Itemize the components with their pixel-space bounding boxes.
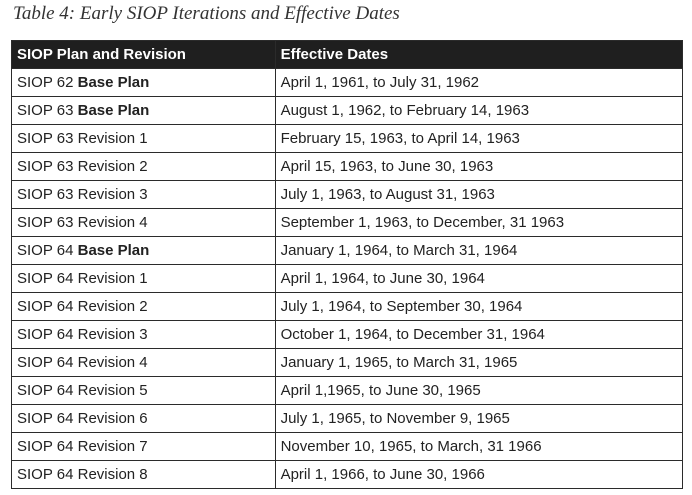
table-header-row — [12, 41, 683, 69]
revision-label: Revision 1 — [77, 130, 148, 147]
plan-revision-cell — [12, 461, 276, 489]
table-row — [12, 209, 683, 237]
plan-revision-cell — [12, 433, 276, 461]
plan-revision-cell — [12, 321, 276, 349]
effective-dates-cell: July 1, 1964, to September 30, 1964 — [275, 293, 682, 321]
revision-label: Revision 3 — [77, 186, 148, 203]
revision-label: Revision 3 — [77, 326, 148, 343]
plan-name: SIOP 63 — [17, 186, 74, 203]
revision-label: Revision 4 — [77, 214, 148, 231]
plan-revision-cell — [12, 209, 276, 237]
table-row — [12, 125, 683, 153]
table-row — [12, 349, 683, 377]
effective-dates-cell: July 1, 1965, to November 9, 1965 — [275, 405, 682, 433]
plan-revision-cell — [12, 181, 276, 209]
plan-revision-cell — [12, 405, 276, 433]
effective-dates-cell: November 10, 1965, to March, 31 1966 — [275, 433, 682, 461]
effective-dates-cell: April 1,1965, to June 30, 1965 — [275, 377, 682, 405]
header-plan-revision: SIOP Plan and Revision — [12, 41, 276, 69]
plan-revision-cell — [12, 97, 276, 125]
plan-name: SIOP 64 — [17, 298, 74, 315]
revision-label: Base Plan — [77, 242, 150, 259]
plan-name: SIOP 64 — [17, 438, 74, 455]
plan-name: SIOP 64 — [17, 326, 74, 343]
revision-label: Revision 8 — [77, 466, 148, 483]
plan-name: SIOP 64 — [17, 270, 74, 287]
plan-name: SIOP 64 — [17, 410, 74, 427]
plan-revision-cell — [12, 265, 276, 293]
effective-dates-cell: April 1, 1964, to June 30, 1964 — [275, 265, 682, 293]
revision-label: Revision 1 — [77, 270, 148, 287]
table-row — [12, 293, 683, 321]
revision-label: Revision 5 — [77, 382, 148, 399]
revision-label: Base Plan — [77, 74, 150, 91]
table-row — [12, 321, 683, 349]
revision-label: Base Plan — [77, 102, 150, 119]
effective-dates-cell: January 1, 1965, to March 31, 1965 — [275, 349, 682, 377]
siop-table — [11, 40, 683, 489]
table-row — [12, 97, 683, 125]
plan-name: SIOP 64 — [17, 354, 74, 371]
effective-dates-cell: August 1, 1962, to February 14, 1963 — [275, 97, 682, 125]
plan-revision-cell — [12, 237, 276, 265]
effective-dates-cell: February 15, 1963, to April 14, 1963 — [275, 125, 682, 153]
plan-revision-cell — [12, 69, 276, 97]
effective-dates-cell: April 1, 1966, to June 30, 1966 — [275, 461, 682, 489]
revision-label: Revision 2 — [77, 298, 148, 315]
effective-dates-cell: July 1, 1963, to August 31, 1963 — [275, 181, 682, 209]
table-row — [12, 181, 683, 209]
effective-dates-cell: January 1, 1964, to March 31, 1964 — [275, 237, 682, 265]
table-caption: Table 4: Early SIOP Iterations and Effective Dates — [13, 3, 400, 24]
table-row — [12, 237, 683, 265]
revision-label: Revision 2 — [77, 158, 148, 175]
plan-revision-cell — [12, 125, 276, 153]
table-row — [12, 433, 683, 461]
plan-name: SIOP 62 — [17, 74, 74, 91]
effective-dates-cell: September 1, 1963, to December, 31 1963 — [275, 209, 682, 237]
plan-name: SIOP 63 — [17, 102, 74, 119]
table-body — [12, 69, 683, 489]
plan-name: SIOP 63 — [17, 130, 74, 147]
plan-revision-cell — [12, 349, 276, 377]
plan-name: SIOP 64 — [17, 382, 74, 399]
plan-name: SIOP 64 — [17, 242, 74, 259]
plan-revision-cell — [12, 377, 276, 405]
revision-label: Revision 7 — [77, 438, 148, 455]
table-row — [12, 377, 683, 405]
plan-name: SIOP 63 — [17, 214, 74, 231]
header-effective-dates: Effective Dates — [275, 41, 682, 69]
effective-dates-cell: October 1, 1964, to December 31, 1964 — [275, 321, 682, 349]
table-row — [12, 405, 683, 433]
revision-label: Revision 4 — [77, 354, 148, 371]
plan-name: SIOP 64 — [17, 466, 74, 483]
revision-label: Revision 6 — [77, 410, 148, 427]
plan-revision-cell — [12, 293, 276, 321]
plan-revision-cell — [12, 153, 276, 181]
table-row — [12, 265, 683, 293]
plan-name: SIOP 63 — [17, 158, 74, 175]
effective-dates-cell: April 15, 1963, to June 30, 1963 — [275, 153, 682, 181]
effective-dates-cell: April 1, 1961, to July 31, 1962 — [275, 69, 682, 97]
table-row — [12, 153, 683, 181]
table-row — [12, 461, 683, 489]
table-row — [12, 69, 683, 97]
